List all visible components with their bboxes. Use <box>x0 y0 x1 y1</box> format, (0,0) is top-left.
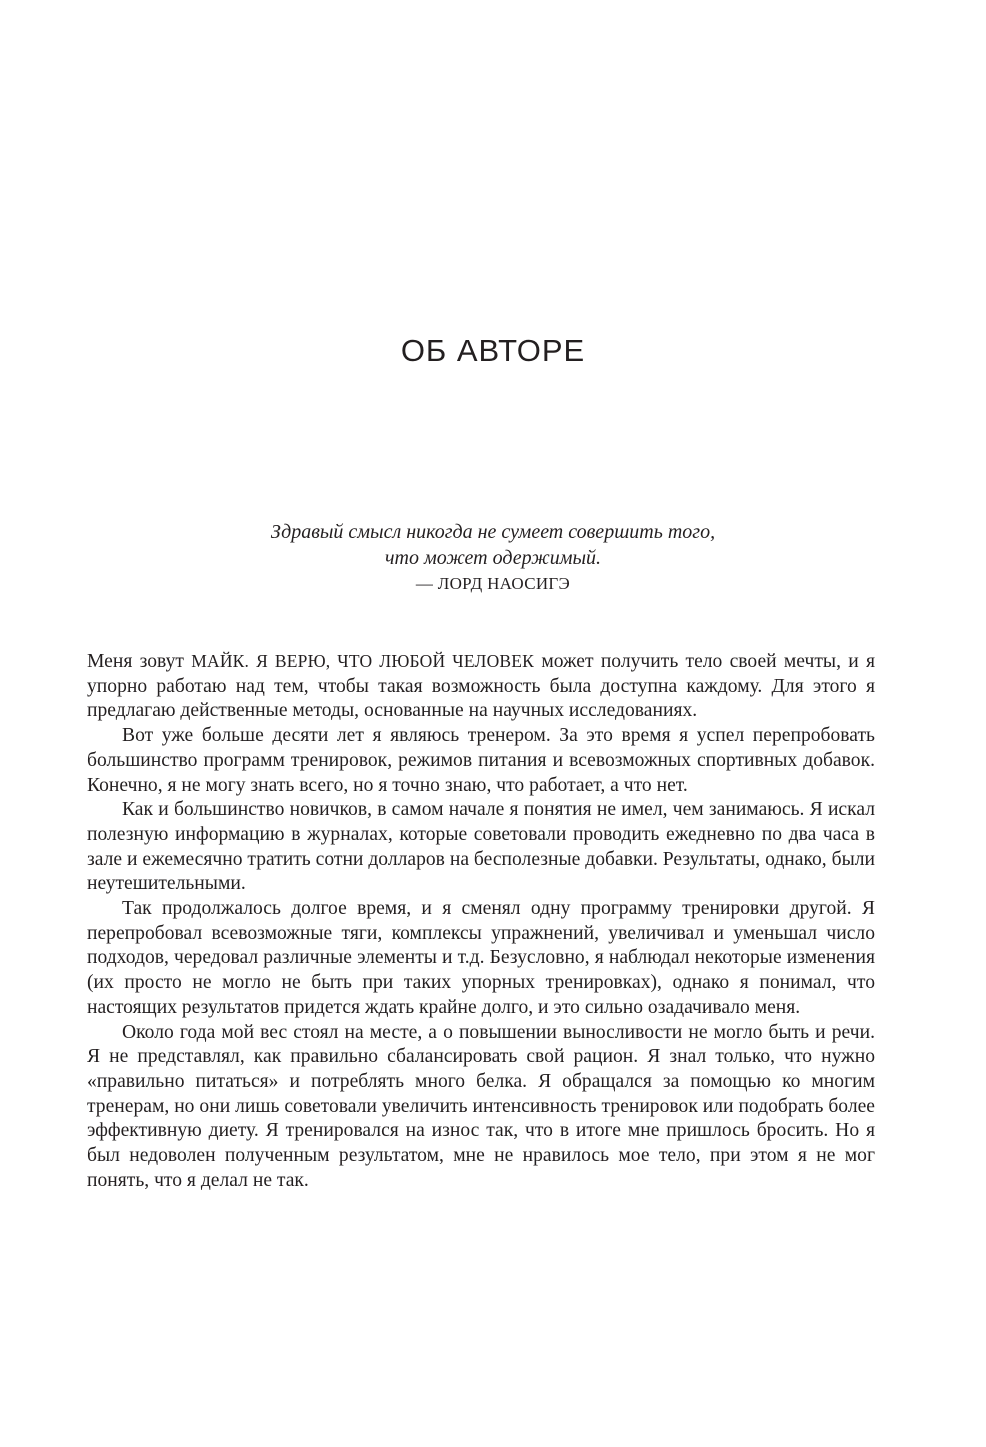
body-text <box>87 649 875 1193</box>
chapter-title: ОБ АВТОРЕ <box>400 333 586 368</box>
paragraph-4: Так продолжалось долгое время, и я сменял одну программу тренировки другой. Я перепробовал всевозможные тяги, комплексы упражнений, увеличивал и уменьшал число подходов, чередовал различные элементы и т.д. Безусловно, я наблюдал некоторые изменения (их просто не могло не быть при таких упорных тренировках), однако я понимал, что настоящих результатов придется ждать крайне долго, и это сильно озадачивало меня. <box>87 898 875 1018</box>
paragraph-1-start: Меня зовут <box>87 651 184 672</box>
paragraph-1-rest: может получить тело своей мечты, и я упорно работаю над тем, чтобы такая возможность была доступна каждому. Для этого я предлагаю действенные методы, основанные на научных исследованиях. <box>87 651 875 722</box>
paragraph-3: Как и большинство новичков, в самом начале я понятия не имел, чем занимаюсь. Я искал полезную информацию в журналах, которые советовали проводить ежедневно по два часа в зале и ежемесячно тратить сотни долларов на бесполезные добавки. Результаты, однако, были неутешительными. <box>87 799 875 895</box>
epigraph <box>0 519 986 597</box>
paragraph-1 <box>87 649 875 724</box>
paragraph-5: Около года мой вес стоял на месте, а о повышении выносливости не могло быть и речи. Я не представлял, как правильно сбалансировать свой рацион. Я знал только, что нужно «правильно питаться» и потреблять много белка. Я обращался за помощью ко многим тренерам, но они лишь советовали увеличить интенсивность тренировок или подобрать более эффективную диету. Я тренировался на износ так, что в итоге мне пришлось бросить. Но я был недоволен полученным результатом, мне не нравилось мое тело, при этом я не мог понять, что я делал не так. <box>87 1021 875 1191</box>
paragraph-1-lead-in: МАЙК. Я ВЕРЮ, ЧТО ЛЮБОЙ ЧЕЛОВЕК <box>191 651 535 671</box>
epigraph-line-1: Здравый смысл никогда не сумеет совершить того, <box>270 521 716 543</box>
epigraph-attribution: — ЛОРД НАОСИГЭ <box>415 574 571 593</box>
paragraph-2: Вот уже больше десяти лет я являюсь тренером. За это время я успел перепробовать большинство программ тренировок, режимов питания и всевозможных спортивных добавок. Конечно, я не могу знать всего, но я точно знаю, что работает, а что нет. <box>87 725 875 796</box>
epigraph-line-2: что может одержимый. <box>384 547 602 569</box>
